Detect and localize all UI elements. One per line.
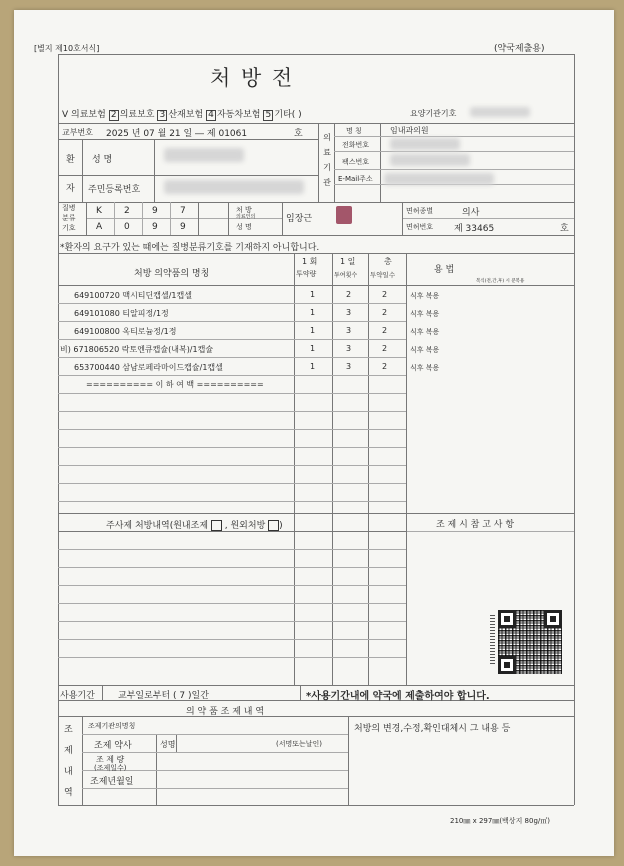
period-label: 사용기간 bbox=[60, 691, 95, 701]
dispense-section-title: 의 약 품 조 제 내 역 bbox=[186, 707, 265, 717]
freq-header-sub: 투여횟수 bbox=[334, 272, 358, 279]
disease-code-2: 2 bbox=[124, 206, 130, 216]
paper-spec-footer: 210㎜ x 297㎜(백상지 80g/㎡) bbox=[450, 817, 550, 825]
pharmacist-name-label: 성명 bbox=[160, 740, 176, 749]
in-hospital-checkbox[interactable] bbox=[211, 520, 222, 531]
dispensing-institution-label: 조제기관의명칭 bbox=[88, 722, 136, 730]
disease-code-6: 0 bbox=[124, 222, 130, 232]
prescriber-name: 임장근 bbox=[286, 214, 313, 224]
privacy-notice: *환자의 요구가 있는 때에는 질병분류기호를 기재하지 아니합니다. bbox=[60, 243, 320, 253]
dispensing-reference-label: 조 제 시 참 고 사 항 bbox=[436, 520, 515, 530]
issue-number-suffix: 호 bbox=[294, 129, 303, 139]
license-type: 의사 bbox=[462, 208, 480, 218]
institution-name: 임내과의원 bbox=[390, 126, 429, 135]
institution-phone-label: 전화번호 bbox=[342, 141, 370, 149]
license-number: 제 33465 bbox=[454, 224, 495, 234]
freq-header: 1 일 bbox=[340, 257, 356, 266]
issue-number-label: 교부번호 bbox=[62, 128, 93, 137]
dispense-days-label: (조제일수) bbox=[94, 764, 127, 772]
disease-code-8: 9 bbox=[180, 222, 186, 232]
dispense-qty-label: 조 제 량 bbox=[96, 755, 125, 764]
page-title: 처 방 전 bbox=[210, 66, 295, 90]
dispense-date-label: 조제년월일 bbox=[90, 777, 134, 787]
dose-header: 1 회 bbox=[302, 257, 318, 266]
pharmacist-label: 조제 약사 bbox=[94, 741, 132, 751]
institution-side: 의 료 기 관 bbox=[323, 133, 331, 187]
signature-label: (서명또는날인) bbox=[276, 740, 323, 748]
copy-type: (약국제출용) bbox=[494, 44, 545, 54]
change-note-label: 처방의 변경,수정,확인대체시 그 내용 등 bbox=[354, 724, 511, 734]
disease-code-3: 9 bbox=[152, 206, 158, 216]
issue-number-value: 2025 년 07 월 21 일 ― 제 01061 bbox=[106, 129, 248, 139]
prescriber-sub: 의료인의 bbox=[236, 214, 256, 220]
end-of-list-marker: ========== 이 하 여 백 ========== bbox=[86, 380, 264, 389]
dispense-side: 조 제 내 역 bbox=[64, 725, 73, 798]
disease-code-1: K bbox=[96, 206, 102, 216]
prescriber-label: 처 방 bbox=[236, 206, 252, 214]
qr-code bbox=[498, 610, 562, 674]
institution-email-label: E-Mail주소 bbox=[338, 175, 373, 183]
days-header-sub: 투약일수 bbox=[370, 271, 396, 279]
patient-name-label: 성 명 bbox=[92, 155, 113, 165]
institution-name-label: 명 칭 bbox=[346, 127, 362, 135]
dose-header-sub: 투약량 bbox=[296, 270, 317, 278]
usage-header: 용 법 bbox=[434, 265, 455, 275]
prescription-sheet: [별지 제10호서식] (약국제출용) 처 방 전 V 의료보험 2 의료보호 3 산재보험 4 자동차보험 5 기타( ) 요양기관기호 교부번호 2025 년 07 월 21 일 ― 제 01061 호 환 자 성 명 주민등록번호 의 료 기 관 명 칭 임내과의원 전화번호 팩스번호 E-Mail주소 질병 분류 기호 K 2 9 7 A 0 9 9 처 방 의료인의 성 명 임장근 면허종별 의사 면허번호 제 33465 호 *환자의 요구가 있는 때에는 질병분류기호를 기재하지 아니합니다. 처방 의약품의 명칭 1 회 투약량 1 일 투여횟수 총 투약일수 용 법 복식(전,간,후) 시 분복용 649100720 맥시티딘캡셀/1캡셀 1 2 2 식후 복용 649101080 티알피정/1정 1 3 2 식후 복용 649100800 옥티로늄정/1정 1 3 2 식후 복용 비) 671806520 락토엔큐캡슐(내복)/1캡슐 1 3 2 식후 복용 653700440 삼남로페라마이드캡슐/1캡셀 1 3 2 식후 복용 ========== 이 하 여 백 ========== 조 제 시 참 고 사 항 주사제 처방내역(원내조제 , 원외처방 ) 사용기간 교부일로부터 ( 7 )일간 *사용기간내에 약국에 제출하여야 합니다. 의 약 품 조 제 내 역 조 제 내 역 조제기관의명칭 조제 약사 성명 (서명또는날인) 조 제 량 (조제일수) 조제년월일 처방의 변경,수정,확인대체시 그 내용 등 210㎜ x 297㎜(백상지 80g/㎡) bbox=[14, 10, 614, 856]
disease-code-label: 질병 분류 기호 bbox=[62, 204, 76, 232]
license-number-suffix: 호 bbox=[560, 224, 569, 234]
prescriber-name-label: 성 명 bbox=[236, 223, 252, 231]
injection-prescription-label: 주사제 처방내역(원내조제 , 원외처방 ) bbox=[106, 521, 283, 531]
out-hospital-checkbox[interactable] bbox=[268, 520, 279, 531]
license-number-label: 면허번호 bbox=[406, 223, 434, 231]
disease-code-5: A bbox=[96, 222, 103, 232]
institution-code-label: 요양기관기호 bbox=[410, 109, 457, 118]
usage-subheader: 복식(전,간,후) 시 분복용 bbox=[476, 279, 525, 284]
disease-code-4: 7 bbox=[180, 206, 186, 216]
period-notice: *사용기간내에 약국에 제출하여야 합니다. bbox=[306, 691, 490, 702]
drug-name-header: 처방 의약품의 명칭 bbox=[134, 269, 210, 279]
insurance-types: V 의료보험 2 의료보호 3 산재보험 4 자동차보험 5 기타( ) bbox=[62, 110, 302, 120]
patient-rrn-label: 주민등록번호 bbox=[88, 185, 141, 195]
patient-side-1: 환 bbox=[66, 155, 75, 165]
days-header: 총 bbox=[384, 257, 392, 266]
doctor-seal-stamp bbox=[336, 206, 352, 224]
license-type-label: 면허종별 bbox=[406, 207, 434, 215]
form-number: [별지 제10호서식] bbox=[34, 44, 100, 53]
institution-fax-label: 팩스번호 bbox=[342, 158, 370, 166]
qr-side-text bbox=[490, 615, 495, 665]
disease-code-7: 9 bbox=[152, 222, 158, 232]
patient-side-2: 자 bbox=[66, 184, 75, 194]
period-value: 교부일로부터 ( 7 )일간 bbox=[118, 691, 209, 701]
